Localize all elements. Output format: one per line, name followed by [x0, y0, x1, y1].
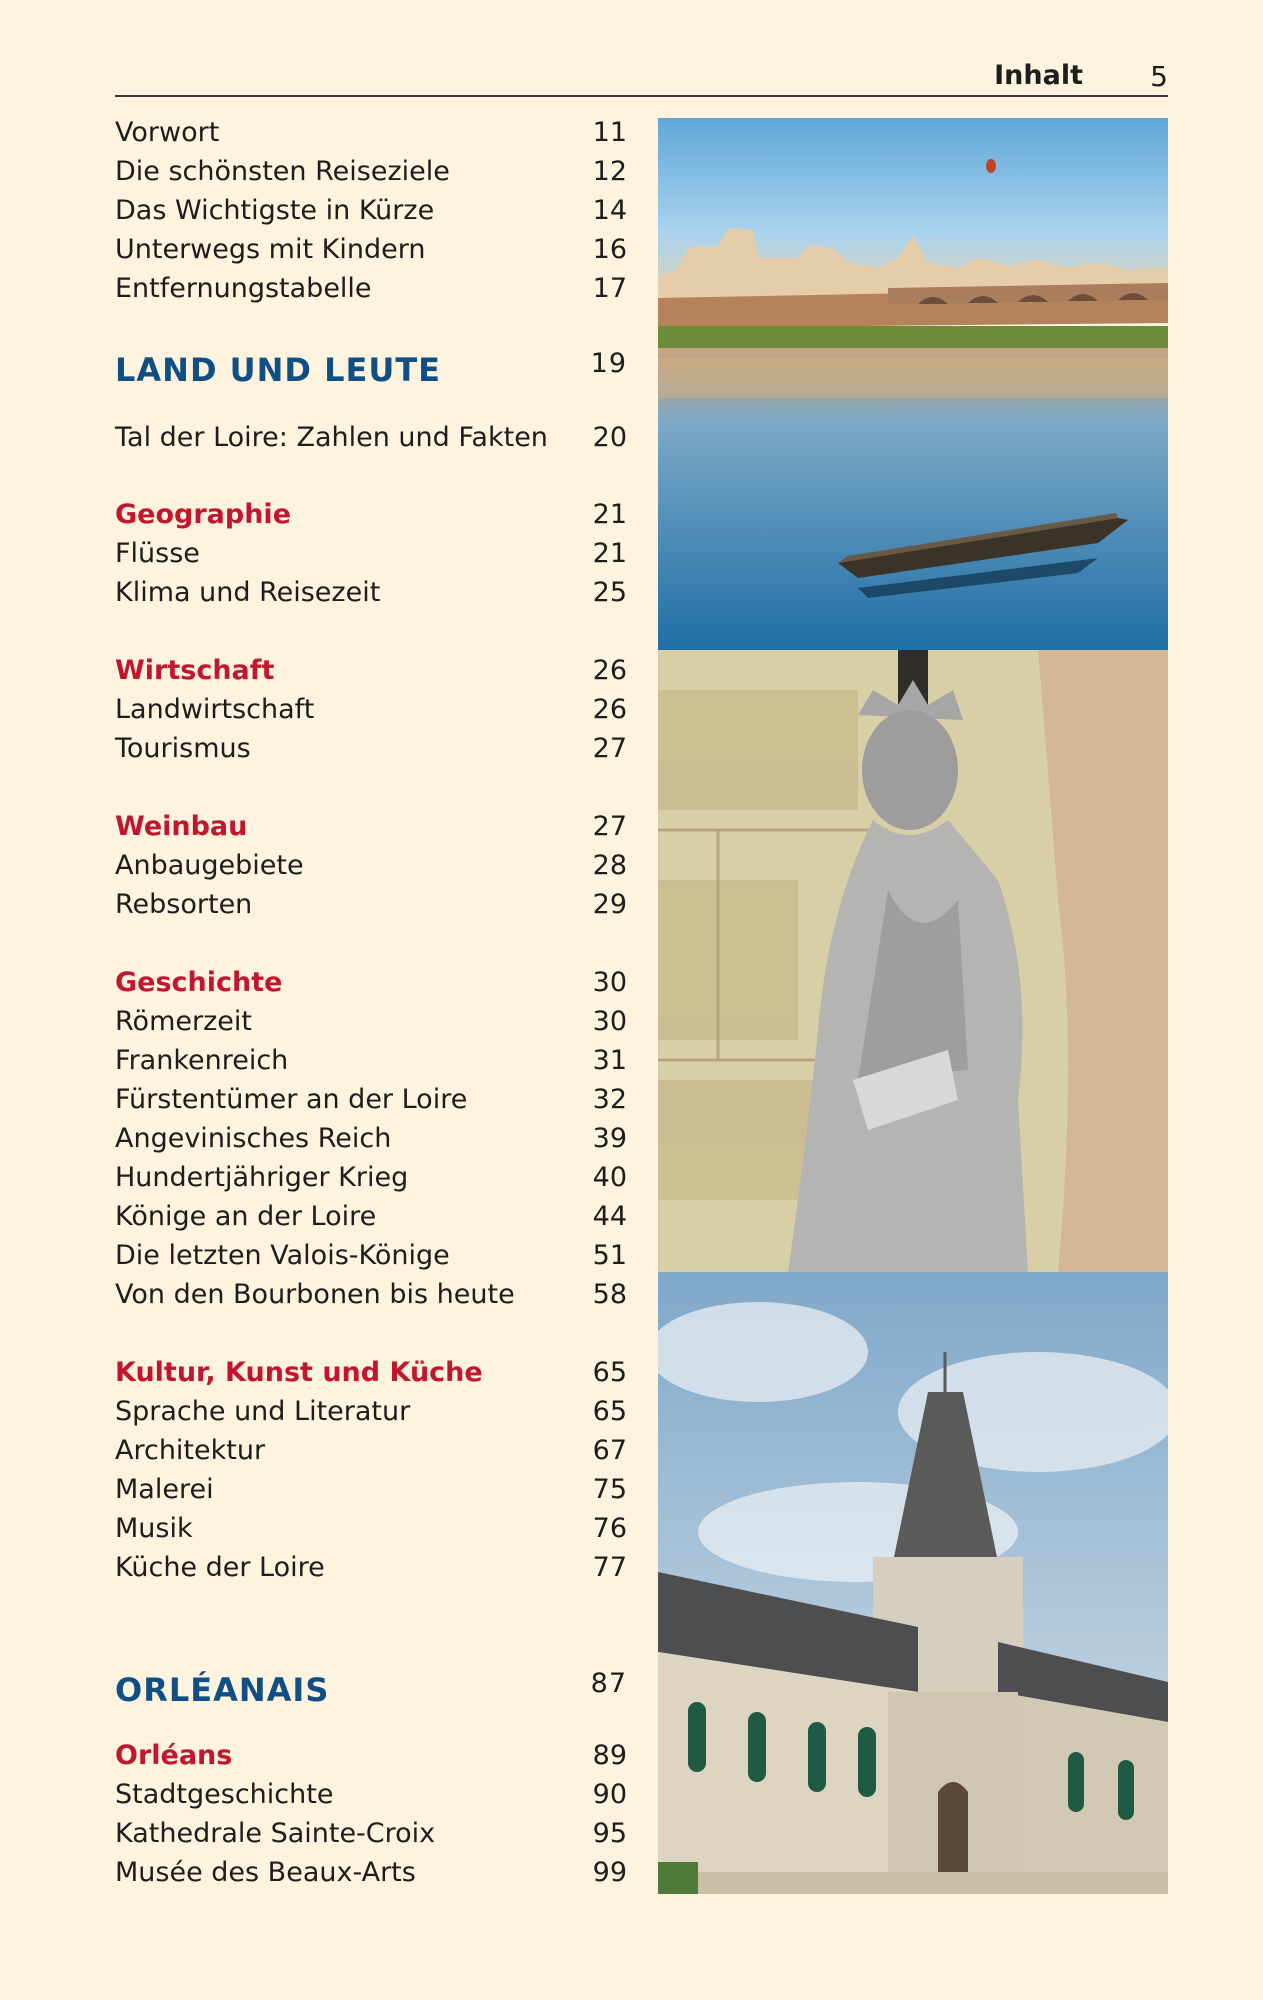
toc-entry-page: 29: [592, 889, 627, 920]
toc-entry-page: 31: [592, 1045, 627, 1076]
toc-entry-page: 20: [592, 422, 627, 453]
toc-entry[interactable]: [115, 1158, 627, 1197]
toc-entry-label: Tourismus: [115, 733, 251, 764]
toc-entry[interactable]: [115, 1080, 627, 1119]
toc-entry-page: 27: [592, 733, 627, 764]
toc-entry-label: Die letzten Valois-Könige: [115, 1240, 450, 1271]
spacer: [115, 308, 627, 342]
toc-part-label: ORLÉANAIS: [115, 1671, 330, 1709]
toc-entry[interactable]: [115, 1119, 627, 1158]
toc-entry-label: Landwirtschaft: [115, 694, 315, 725]
river-town-photo: [658, 118, 1168, 650]
table-of-contents: [115, 113, 627, 1892]
toc-entry[interactable]: [115, 1431, 627, 1470]
toc-section-heading[interactable]: [115, 807, 627, 846]
toc-section-page: 21: [592, 499, 627, 530]
toc-entry-label: Anbaugebiete: [115, 850, 304, 881]
toc-part-page: 19: [590, 348, 627, 379]
toc-entry[interactable]: [115, 1853, 627, 1892]
toc-entry-page: 77: [592, 1552, 627, 1583]
toc-entry-label: Tal der Loire: Zahlen und Fakten: [115, 422, 548, 453]
toc-entry-page: 11: [592, 117, 627, 148]
toc-entry[interactable]: [115, 573, 627, 612]
toc-entry-page: 16: [592, 234, 627, 265]
toc-entry-page: 95: [592, 1818, 627, 1849]
toc-entry-page: 44: [592, 1201, 627, 1232]
toc-entry-label: Angevinisches Reich: [115, 1123, 392, 1154]
spacer: [115, 457, 627, 495]
toc-entry[interactable]: [115, 1002, 627, 1041]
toc-entry-label: Das Wichtigste in Kürze: [115, 195, 435, 226]
spacer: [115, 768, 627, 807]
toc-entry[interactable]: [115, 846, 627, 885]
toc-section-page: 26: [592, 655, 627, 686]
toc-entry-label: Von den Bourbonen bis heute: [115, 1279, 515, 1310]
toc-entry[interactable]: [115, 230, 627, 269]
toc-section-heading[interactable]: [115, 1353, 627, 1392]
toc-section-page: 27: [592, 811, 627, 842]
king-statue-photo: [658, 650, 1168, 1272]
toc-entry[interactable]: [115, 1236, 627, 1275]
toc-entry-label: Architektur: [115, 1435, 266, 1466]
toc-entry[interactable]: [115, 1548, 627, 1587]
toc-section-label: Orléans: [115, 1740, 233, 1771]
toc-entry-label: Könige an der Loire: [115, 1201, 377, 1232]
toc-section-label: Wirtschaft: [115, 655, 275, 686]
toc-section-page: 30: [592, 967, 627, 998]
toc-part-heading[interactable]: [115, 1662, 627, 1718]
toc-entry-page: 40: [592, 1162, 627, 1193]
toc-entry-page: 25: [592, 577, 627, 608]
toc-entry-label: Sprache und Literatur: [115, 1396, 411, 1427]
toc-entry-page: 51: [592, 1240, 627, 1271]
toc-entry-page: 39: [592, 1123, 627, 1154]
toc-entry-label: Musée des Beaux-Arts: [115, 1857, 416, 1888]
toc-section-label: Geographie: [115, 499, 292, 530]
toc-entry-page: 30: [592, 1006, 627, 1037]
toc-section-label: Kultur, Kunst und Küche: [115, 1357, 483, 1388]
spacer: [115, 1314, 627, 1353]
toc-part-heading[interactable]: [115, 342, 627, 398]
toc-entry[interactable]: [115, 1275, 627, 1314]
toc-entry[interactable]: [115, 1041, 627, 1080]
toc-entry[interactable]: [115, 729, 627, 768]
toc-entry-page: 28: [592, 850, 627, 881]
toc-entry-page: 26: [592, 694, 627, 725]
toc-entry-label: Flüsse: [115, 538, 200, 569]
toc-entry-label: Entfernungstabelle: [115, 273, 372, 304]
abbey-church-photo: [658, 1272, 1168, 1894]
toc-section-heading[interactable]: [115, 963, 627, 1002]
toc-entry-label: Kathedrale Sainte-Croix: [115, 1818, 436, 1849]
toc-part-label: LAND UND LEUTE: [115, 351, 442, 389]
toc-entry-page: 76: [592, 1513, 627, 1544]
toc-entry-label: Fürstentümer an der Loire: [115, 1084, 468, 1115]
toc-entry-label: Küche der Loire: [115, 1552, 325, 1583]
toc-entry-label: Musik: [115, 1513, 193, 1544]
toc-entry-label: Klima und Reisezeit: [115, 577, 381, 608]
toc-section-label: Geschichte: [115, 967, 283, 998]
river-town-illustration: [658, 118, 1168, 650]
toc-entry-page: 14: [592, 195, 627, 226]
toc-entry-page: 65: [592, 1396, 627, 1427]
toc-entry-label: Die schönsten Reiseziele: [115, 156, 450, 187]
toc-entry[interactable]: [115, 113, 627, 152]
toc-entry-label: Stadtgeschichte: [115, 1779, 334, 1810]
toc-entry-label: Rebsorten: [115, 889, 253, 920]
toc-entry-page: 75: [592, 1474, 627, 1505]
toc-entry-label: Malerei: [115, 1474, 214, 1505]
spacer: [115, 1718, 627, 1736]
toc-entry[interactable]: [115, 418, 627, 457]
toc-entry-page: 17: [592, 273, 627, 304]
toc-section-heading[interactable]: [115, 1736, 627, 1775]
toc-section-label: Weinbau: [115, 811, 248, 842]
toc-entry-page: 99: [592, 1857, 627, 1888]
toc-section-heading[interactable]: [115, 495, 627, 534]
toc-entry-page: 90: [592, 1779, 627, 1810]
spacer: [115, 924, 627, 963]
toc-section-heading[interactable]: [115, 651, 627, 690]
toc-entry[interactable]: [115, 885, 627, 924]
running-title: Inhalt: [994, 60, 1083, 91]
toc-entry-label: Römerzeit: [115, 1006, 252, 1037]
photo-column: [658, 118, 1168, 1894]
toc-entry-label: Vorwort: [115, 117, 220, 148]
page-number: 5: [1150, 60, 1168, 93]
toc-entry[interactable]: [115, 690, 627, 729]
abbey-church-illustration: [658, 1272, 1168, 1894]
page-header: [115, 55, 1168, 97]
toc-entry[interactable]: [115, 191, 627, 230]
toc-entry[interactable]: [115, 1775, 627, 1814]
toc-entry-label: Frankenreich: [115, 1045, 289, 1076]
toc-entry[interactable]: [115, 534, 627, 573]
toc-section-page: 89: [592, 1740, 627, 1771]
toc-entry-page: 12: [592, 156, 627, 187]
toc-section-page: 65: [592, 1357, 627, 1388]
toc-entry-page: 32: [592, 1084, 627, 1115]
toc-entry[interactable]: [115, 1197, 627, 1236]
toc-entry[interactable]: [115, 152, 627, 191]
spacer: [115, 1587, 627, 1662]
spacer: [115, 612, 627, 651]
toc-entry-page: 67: [592, 1435, 627, 1466]
toc-part-page: 87: [590, 1668, 627, 1699]
toc-entry-page: 21: [592, 538, 627, 569]
spacer: [115, 398, 627, 418]
toc-entry-label: Unterwegs mit Kindern: [115, 234, 426, 265]
toc-entry[interactable]: [115, 1814, 627, 1853]
toc-entry[interactable]: [115, 1470, 627, 1509]
king-statue-illustration: [658, 650, 1168, 1272]
toc-entry[interactable]: [115, 269, 627, 308]
toc-entry-label: Hundertjähriger Krieg: [115, 1162, 409, 1193]
toc-entry-page: 58: [592, 1279, 627, 1310]
toc-entry[interactable]: [115, 1509, 627, 1548]
toc-entry[interactable]: [115, 1392, 627, 1431]
